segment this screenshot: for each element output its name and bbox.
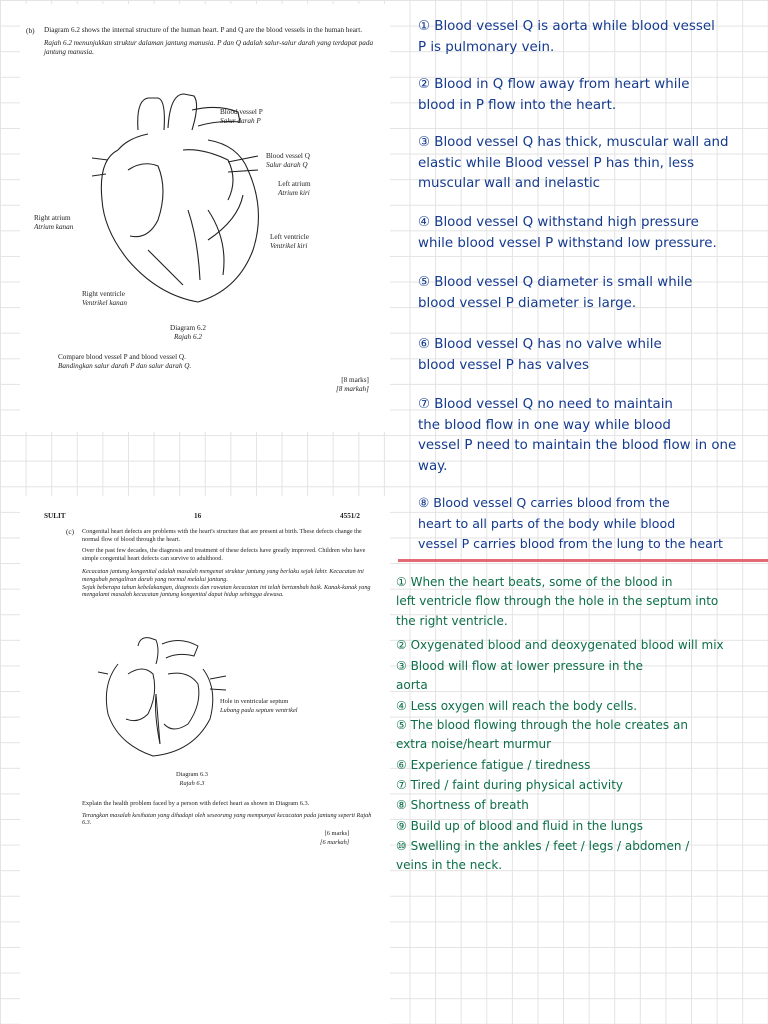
answer-b-4: ④ Blood vessel Q withstand high pressure while blood vessel P withstand low pressure.	[418, 215, 717, 251]
question-b-card	[20, 4, 390, 432]
answer-b-1: ① Blood vessel Q is aorta while blood vessel P is pulmonary vein.	[418, 19, 715, 55]
label-hole-septum: Hole in ventricular septum Lubang pada septum ventrikel	[220, 698, 298, 714]
question-c-p1-ms: Kecacatan jantung kongenital adalah masalah mengenai struktur jantung yang berlaku sejak lahir. Kecacatan ini mengubah pengaliran darah yang normal melalui jantung.	[82, 568, 364, 583]
question-c-task	[82, 800, 372, 827]
answer-b-2: ② Blood in Q flow away from heart while blood in P flow into the heart.	[418, 77, 690, 113]
caption-diagram-6-2: Diagram 6.2 Rajah 6.2	[170, 324, 206, 341]
answer-c-7: ⑦ Tired / faint during physical activity	[396, 778, 624, 792]
heart-diagram-6-3	[98, 634, 228, 764]
answer-c-10: ⑩ Swelling in the ankles / feet / legs / abdomen / veins in the neck.	[396, 839, 690, 873]
question-b-marks: [8 marks] [8 markah]	[336, 376, 369, 393]
question-c-label: (c)	[66, 528, 74, 536]
label-vessel-q: Blood vessel Q Salur darah Q	[266, 152, 310, 169]
question-c-card	[20, 496, 390, 1024]
answer-b-7: ⑦ Blood vessel Q no need to maintain the blood flow in one way while blood vessel P need to maintain the blood flow in one way.	[418, 397, 737, 474]
question-b-text-en: Diagram 6.2 shows the internal structure of the human heart. P and Q are the blood vessels in the human heart.	[44, 26, 363, 34]
answer-c-8: ⑧ Shortness of breath	[396, 798, 529, 812]
header-sulit: SULIT	[44, 512, 66, 520]
answer-c-2: ② Oxygenated blood and deoxygenated blood will mix	[396, 638, 724, 652]
question-c-p1-en: Congenital heart defects are problems with the heart's structure that are present at birth. These defects change the normal flow of blood through the heart.	[82, 528, 362, 543]
header-paper-code: 4551/2	[340, 512, 360, 520]
answer-b-3: ③ Blood vessel Q has thick, muscular wall and elastic while Blood vessel P has thin, less muscular wall and inelastic	[418, 135, 729, 191]
answer-c-9: ⑨ Build up of blood and fluid in the lungs	[396, 819, 643, 833]
label-left-atrium: Left atrium Atrium kiri	[278, 180, 311, 197]
answer-c-6: ⑥ Experience fatigue / tiredness	[396, 758, 591, 772]
label-right-ventricle: Right ventricle Ventrikel kanan	[82, 290, 127, 307]
header-page-number: 16	[194, 512, 202, 520]
answer-b-6: ⑥ Blood vessel Q has no valve while blood vessel P has valves	[418, 337, 662, 373]
question-b-task	[58, 353, 358, 371]
caption-diagram-6-3: Diagram 6.3 Rajah 6.3	[176, 771, 208, 787]
answer-divider	[398, 559, 768, 562]
question-b-intro	[44, 26, 384, 57]
question-c-p2-ms: Sejak beberapa tahun kebelakangan, diagnosis dan rawatan kecacatan ini telah bertambah baik. Kanak-kanak yang mengalami masalah kecacatan jantung kongenital dapat hidup sehingga dewasa.	[82, 583, 371, 599]
label-vessel-p: Blood vessel P Salur darah P	[220, 108, 263, 125]
question-c-task-en: Explain the health problem faced by a person with defect heart as shown in Diagram 6.3.	[82, 800, 310, 807]
label-left-ventricle: Left ventricle Ventrikel kiri	[270, 233, 309, 250]
question-c-p2-en: Over the past few decades, the diagnosis and treatment of these defects have greatly improved. Children who have simple congenital heart defects can survive to adulthood.	[82, 547, 366, 562]
answer-c-3: ③ Blood will flow at lower pressure in the aorta	[396, 659, 644, 693]
question-b-task-ms: Bandingkan salur darah P dan salur darah Q.	[58, 362, 192, 370]
question-c-task-ms: Terangkan masalah kesihatan yang dihadapi oleh seseorang yang mempunyai kecacatan pada jantung seperti Rajah 6.3.	[82, 811, 372, 827]
label-right-atrium: Right atrium Atrium kanan	[34, 214, 74, 231]
answer-b-5: ⑤ Blood vessel Q diameter is small while blood vessel P diameter is large.	[418, 275, 693, 311]
answer-c-4: ④ Less oxygen will reach the body cells.	[396, 699, 638, 713]
answer-c-5: ⑤ The blood flowing through the hole creates an extra noise/heart murmur	[396, 718, 688, 752]
question-c-marks: [6 marks] [6 markah]	[320, 830, 350, 846]
answer-b-8: ⑧ Blood vessel Q carries blood from the heart to all parts of the body while blood vessel P carries blood from the lung to the heart	[418, 495, 723, 551]
question-c-intro	[82, 528, 374, 599]
question-b-text-ms: Rajah 6.2 menunjukkan struktur dalaman jantung manusia. P dan Q adalah salur-salur darah yang terdapat pada jantung manusia.	[44, 39, 374, 56]
question-b-task-en: Compare blood vessel P and blood vessel Q.	[58, 353, 186, 361]
question-b-label: (b)	[26, 26, 35, 35]
answer-c-1: ① When the heart beats, some of the blood in left ventricle flow through the hole in the septum into the right ventricle.	[396, 575, 719, 628]
